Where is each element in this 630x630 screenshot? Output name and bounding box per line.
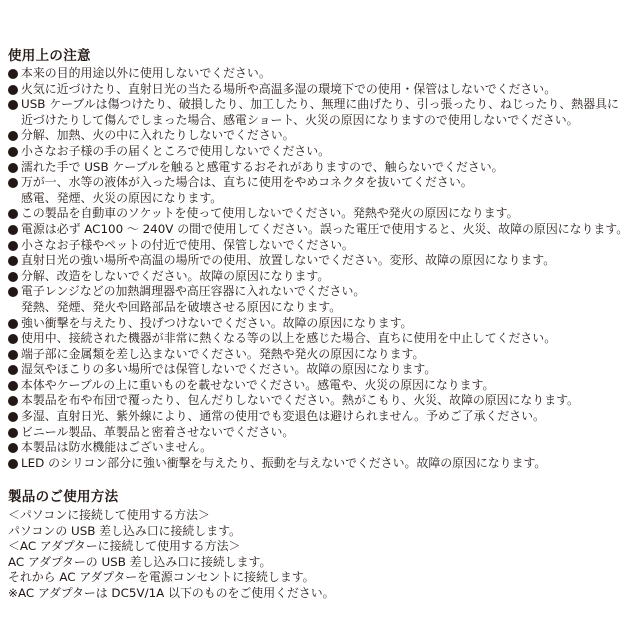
- bullet-icon: [8, 350, 18, 360]
- caution-item: [8, 238, 624, 254]
- bullet-icon: [8, 178, 18, 188]
- bullet-icon: [8, 319, 18, 329]
- usage-section-title: 製品のご使用方法: [8, 489, 119, 505]
- caution-item-text: 多湿、直射日光、紫外線により、通常の使用でも変退色は避けられません。予めご了承ください。: [21, 409, 545, 424]
- caution-item-text: 分解、改造をしないでください。故障の原因になります。: [21, 268, 330, 283]
- caution-item: [8, 175, 624, 206]
- caution-item: [8, 409, 624, 425]
- usage-line: それから AC アダプターを電源コンセントに接続します。: [8, 570, 315, 585]
- caution-item-text: 本製品を布や布団で覆ったり、包んだりしないでください。熱がこもり、火災、故障の原因になります。: [21, 393, 579, 408]
- caution-item-text: 本製品は防水機能はございません。: [21, 440, 212, 455]
- caution-item-text: 濡れた手で USB ケーブルを触ると感電するおそれがありますので、触らないでください。: [21, 159, 504, 174]
- caution-item: [8, 425, 624, 441]
- caution-item-text: ビニール製品、革製品と密着させないでください。: [21, 424, 295, 439]
- caution-item-text: 感電、発煙、火災の原因になります。: [21, 190, 223, 205]
- bullet-icon: [8, 272, 18, 282]
- caution-item: [8, 331, 624, 347]
- bullet-icon: [8, 334, 18, 344]
- usage-line: ※AC アダプターは DC5V/1A 以下のものをご使用ください。: [8, 585, 335, 600]
- bullet-icon: [8, 256, 18, 266]
- caution-item-text: USB ケーブルは傷つけたり、破損したり、加工したり、無理に曲げたり、引っ張ったり、ねじったり、熱器具に: [21, 97, 619, 112]
- bullet-icon: [8, 225, 18, 235]
- instruction-sheet: [8, 0, 629, 630]
- bullet-icon: [8, 443, 18, 453]
- caution-item: [8, 284, 624, 315]
- caution-item-text: 万が一、水等の液体が入った場合は、直ちに使用をやめコネクタを抜いてください。: [21, 175, 473, 190]
- caution-item-text: 本来の目的用途以外に使用しないでください。: [21, 66, 271, 80]
- usage-line: AC アダプターの USB 差し込み口に接続します。: [8, 554, 272, 569]
- caution-item-text: 近づけたりして傷んでしまった場合、感電ショート、火災の原因になりますので使用しないでください。: [21, 112, 579, 127]
- caution-item-text: 湿気やほこりの多い場所では保管しないでください。故障の原因になります。: [21, 362, 437, 377]
- bullet-icon: [8, 412, 18, 422]
- bullet-icon: [8, 147, 18, 157]
- bullet-icon: [8, 287, 18, 297]
- caution-item-text: 電子レンジなどの加熱調理器や高圧容器に入れないでください。: [21, 284, 366, 299]
- caution-item: [8, 440, 624, 456]
- caution-item-text: 直射日光の強い場所や高温の場所での使用、放置しないでください。変形、故障の原因になります。: [21, 253, 556, 268]
- caution-item-text: 本体やケーブルの上に重いものを載せないでください。感電や、火災の原因になります。: [21, 377, 495, 392]
- caution-item-text: LED のシリコン部分に強い衝撃を与えたり、振動を与えないでください。故障の原因になります。: [21, 455, 547, 470]
- caution-item: [8, 221, 629, 238]
- bullet-icon: [8, 163, 18, 173]
- usage-line: パソコンの USB 差し込み口に接続します。: [8, 523, 241, 538]
- caution-item: [8, 378, 624, 394]
- caution-item: [8, 456, 624, 472]
- bullet-icon: [8, 100, 18, 110]
- bullet-icon: [8, 365, 18, 375]
- caution-section-title: 使用上の注意: [8, 48, 91, 64]
- usage-line: ＜パソコンに接続して使用する方法＞: [8, 508, 210, 522]
- caution-list: [8, 66, 629, 471]
- caution-item: [8, 393, 624, 409]
- caution-item: [8, 66, 624, 82]
- caution-item: [8, 362, 624, 378]
- caution-item-text: 強い衝撃を与えたり、投げつけないでください。故障の原因になります。: [21, 315, 413, 330]
- bullet-icon: [8, 381, 18, 391]
- caution-item-text: 分解、加熱、火の中に入れたりしないでください。: [21, 128, 295, 143]
- caution-item-text: 電源は必ず AC100 〜 240V の間で使用してください。誤った電圧で使用すると、火災、故障の原因になります。: [21, 221, 629, 236]
- caution-item-text: 発熱、発煙、発火や回路部品を破壊させる原因になります。: [21, 299, 342, 314]
- caution-item: [8, 82, 624, 98]
- bullet-icon: [8, 131, 18, 141]
- bullet-icon: [8, 428, 18, 438]
- bullet-icon: [8, 209, 18, 219]
- bullet-icon: [8, 241, 18, 251]
- usage-line: ＜AC アダプターに接続して使用する方法＞: [8, 539, 241, 554]
- caution-item: [8, 206, 624, 222]
- caution-item: [8, 347, 624, 363]
- caution-item-text: 小さなお子様やペットの付近で使用、保管しないでください。: [21, 237, 354, 252]
- caution-item: [8, 269, 624, 285]
- caution-item: [8, 253, 624, 269]
- bullet-icon: [8, 69, 18, 79]
- usage-list: [8, 508, 335, 602]
- caution-item-text: 端子部に金属類を差し込まないでください。発熱や発火の原因になります。: [21, 346, 425, 361]
- caution-item: [8, 160, 624, 176]
- caution-item: [8, 316, 624, 332]
- caution-item-text: 小さなお子様の手の届くところで使用しないでください。: [21, 143, 331, 158]
- caution-item: [8, 128, 624, 144]
- bullet-icon: [8, 459, 18, 469]
- caution-item: [8, 144, 624, 160]
- caution-item: [8, 97, 624, 128]
- caution-item-text: この製品を自動車のソケットを使って使用しないでください。発熱や発火の原因になります。: [21, 206, 519, 221]
- caution-item-text: 火気に近づけたり、直射日光の当たる場所や高温多湿の環境下での使用・保管はしないでください。: [21, 81, 557, 96]
- caution-item-text: 使用中、接続された機器が非常に熱くなる等の以上を感じた場合、直ちに使用を中止してください。: [21, 331, 557, 346]
- bullet-icon: [8, 85, 18, 95]
- bullet-icon: [8, 396, 18, 406]
